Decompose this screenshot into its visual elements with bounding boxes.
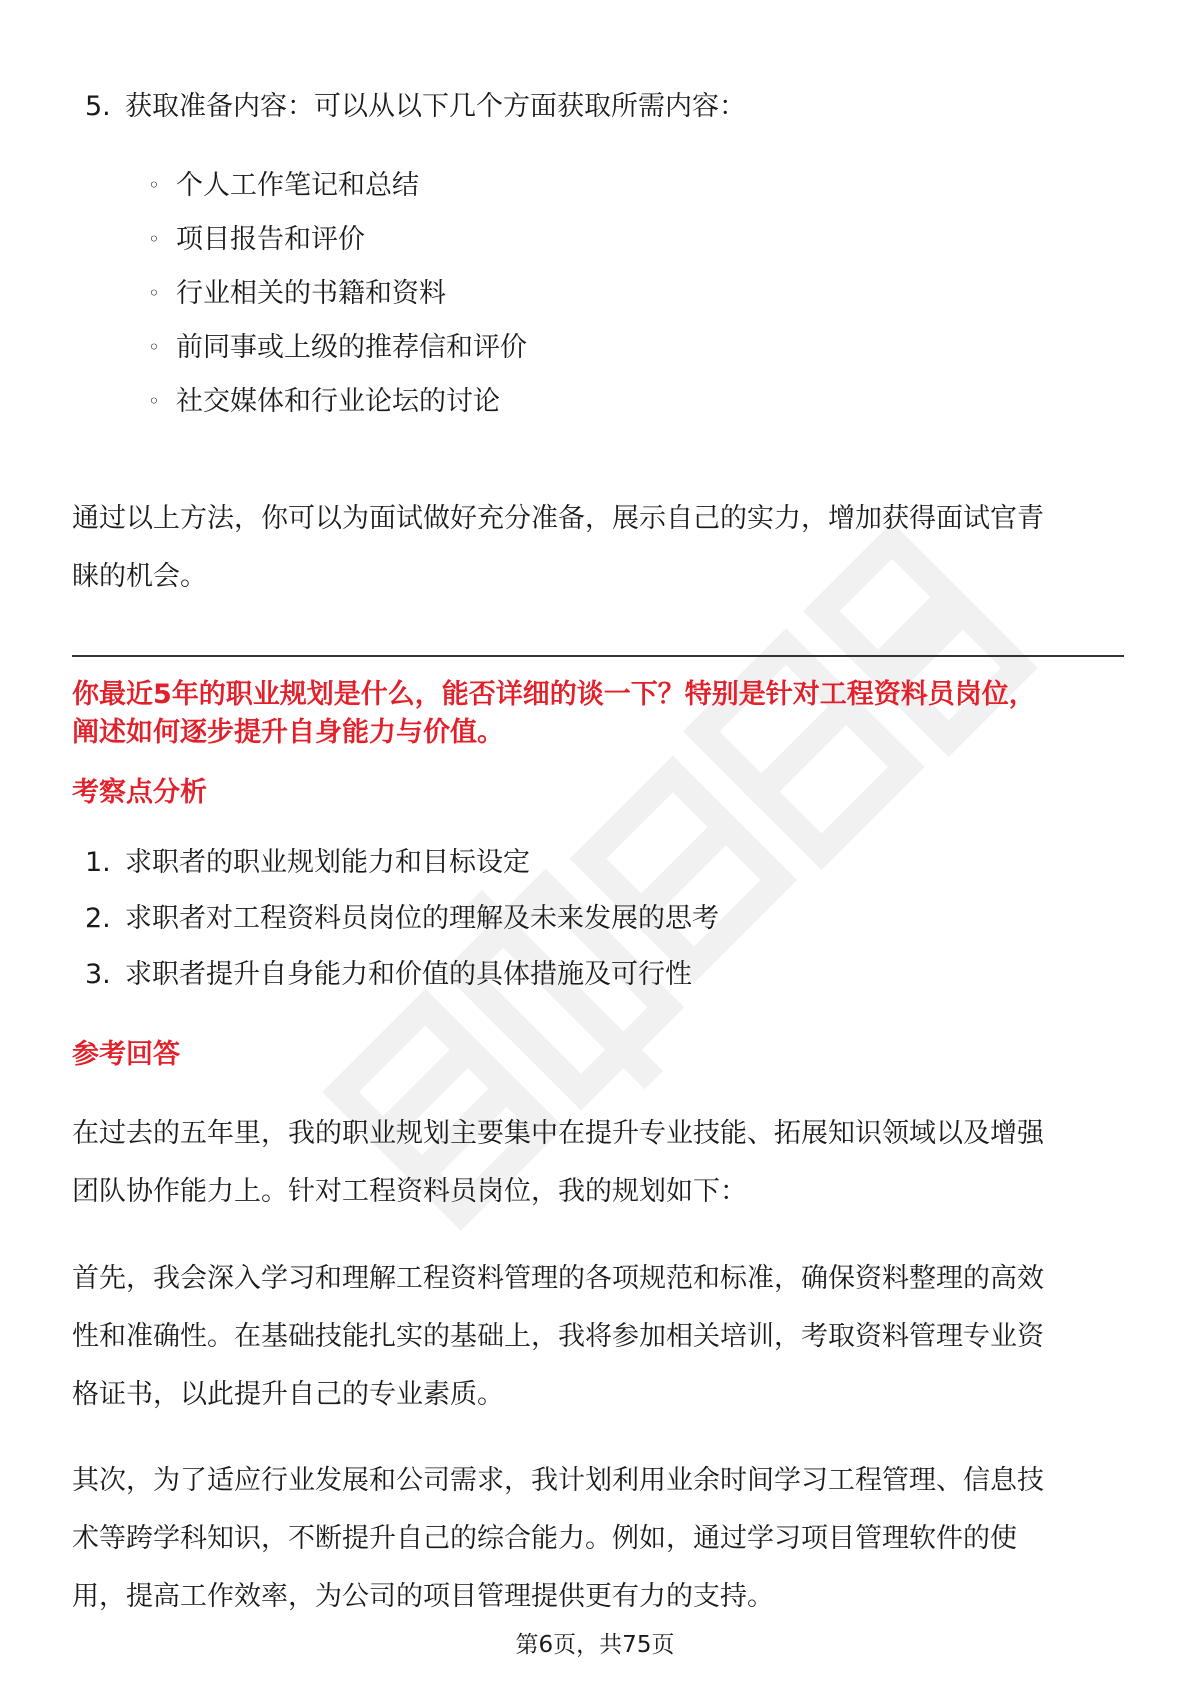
list-item-text: 求职者的职业规划能力和目标设定	[125, 847, 530, 878]
sub-list-item-text: 前同事或上级的推荐信和评价	[176, 332, 527, 363]
paragraph-line: 性和准确性。在基础技能扎实的基础上，我将参加相关培训，考取资料管理专业资	[72, 1321, 1044, 1352]
list-number: 5.	[85, 91, 111, 122]
bullet-icon: ◦	[148, 389, 160, 413]
bullet-icon: ◦	[148, 227, 160, 251]
answer-paragraph-2	[72, 1250, 1122, 1424]
sub-list-item	[148, 276, 446, 311]
question-line: 你最近5年的职业规划是什么，能否详细的谈一下？特别是针对工程资料员岗位，	[72, 679, 1036, 710]
question-line: 阐述如何逐步提升自身能力与价值。	[72, 717, 504, 748]
interview-question	[72, 676, 1132, 752]
paragraph-line: 团队协作能力上。针对工程资料员岗位，我的规划如下：	[72, 1176, 747, 1207]
analysis-item	[85, 902, 719, 936]
page-number: 第6页，共75页	[515, 1632, 675, 1658]
sub-list-item	[148, 222, 365, 257]
list-number: 1.	[85, 847, 111, 878]
sub-list-item-text: 行业相关的书籍和资料	[176, 278, 446, 309]
analysis-item	[85, 958, 692, 992]
list-item-5	[85, 90, 746, 124]
list-item-text: 求职者对工程资料员岗位的理解及未来发展的思考	[125, 903, 719, 934]
sub-list-item-text: 社交媒体和行业论坛的讨论	[176, 386, 500, 417]
bullet-icon: ◦	[148, 281, 160, 305]
bullet-icon: ◦	[148, 173, 160, 197]
paragraph-line: 术等跨学科知识，不断提升自己的综合能力。例如，通过学习项目管理软件的使	[72, 1523, 1017, 1554]
answer-paragraph-1	[72, 1105, 1122, 1221]
sub-list-item	[148, 330, 527, 365]
paragraph-line: 格证书，以此提升自己的专业素质。	[72, 1379, 504, 1410]
answer-paragraph-3	[72, 1452, 1122, 1626]
paragraph-line: 用，提高工作效率，为公司的项目管理提供更有力的支持。	[72, 1581, 774, 1612]
sub-list-item	[148, 168, 419, 203]
paragraph-line: 首先，我会深入学习和理解工程资料管理的各项规范和标准，确保资料整理的高效	[72, 1263, 1044, 1294]
bullet-icon: ◦	[148, 335, 160, 359]
analysis-heading: 考察点分析	[72, 777, 207, 808]
section-divider	[72, 655, 1124, 657]
sub-list-item-text: 个人工作笔记和总结	[176, 170, 419, 201]
paragraph-line: 通过以上方法，你可以为面试做好充分准备，展示自己的实力，增加获得面试官青	[72, 503, 1044, 534]
list-number: 3.	[85, 959, 111, 990]
list-item-text: 获取准备内容：可以从以下几个方面获取所需内容：	[125, 91, 746, 122]
paragraph-line: 在过去的五年里，我的职业规划主要集中在提升专业技能、拓展知识领域以及增强	[72, 1118, 1044, 1149]
paragraph-line: 其次，为了适应行业发展和公司需求，我计划利用业余时间学习工程管理、信息技	[72, 1465, 1044, 1496]
answer-heading: 参考回答	[72, 1039, 180, 1070]
sub-list-item	[148, 384, 500, 419]
sub-list-item-text: 项目报告和评价	[176, 224, 365, 255]
paragraph-line: 睐的机会。	[72, 561, 207, 592]
list-item-text: 求职者提升自身能力和价值的具体措施及可行性	[125, 959, 692, 990]
conclusion-paragraph	[72, 490, 1122, 606]
list-number: 2.	[85, 903, 111, 934]
analysis-item	[85, 846, 530, 880]
